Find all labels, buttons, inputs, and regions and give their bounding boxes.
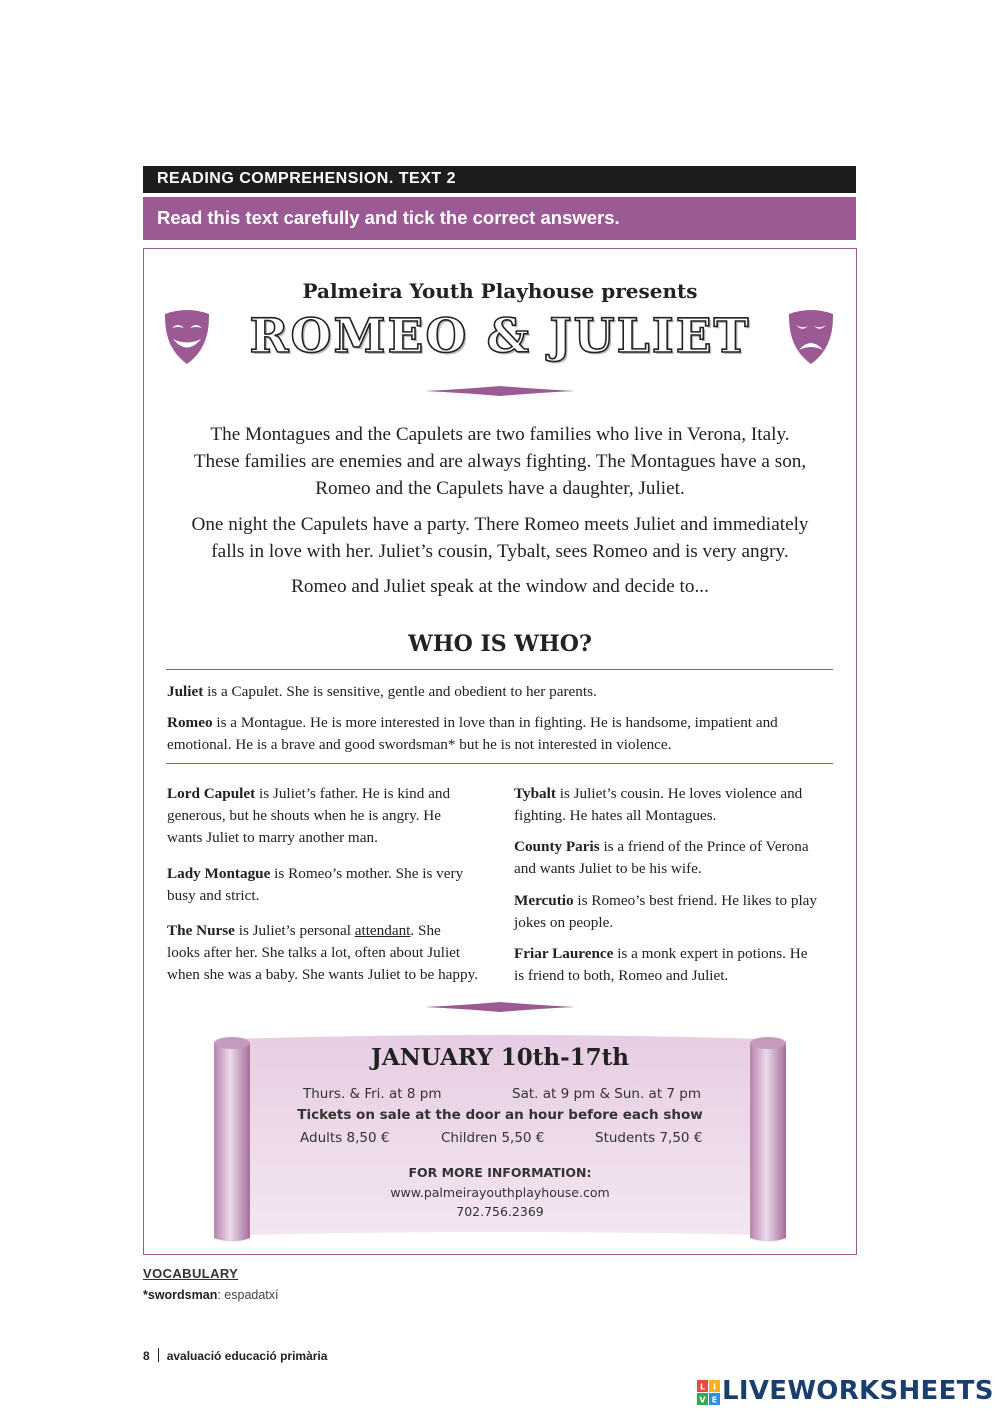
poster-presents: Palmeira Youth Playhouse presents bbox=[302, 279, 698, 303]
vocabulary-word: attendant bbox=[354, 922, 411, 939]
show-dates: JANUARY 10th-17th bbox=[370, 1044, 630, 1071]
character-lady-montague bbox=[167, 863, 487, 907]
character-the-nurse bbox=[167, 920, 487, 986]
who-is-who-heading: WHO IS WHO? bbox=[408, 631, 592, 657]
character-name: Tybalt bbox=[514, 785, 556, 802]
divider-line bbox=[166, 763, 833, 764]
character-juliet bbox=[167, 681, 835, 703]
character-desc: is friend to both, Romeo and Juliet. bbox=[514, 967, 729, 984]
weekday-times: Thurs. & Fri. at 8 pm bbox=[303, 1086, 442, 1102]
price-adults: Adults 8,50 € bbox=[300, 1130, 390, 1146]
svg-text:L: L bbox=[699, 1382, 706, 1392]
ornament-divider bbox=[425, 386, 575, 396]
website-link[interactable]: www.palmeirayouthplayhouse.com bbox=[390, 1185, 610, 1200]
intro-paragraph-1 bbox=[160, 421, 840, 502]
character-name: The Nurse bbox=[167, 922, 235, 939]
footer-text: avaluació educació primària bbox=[166, 1349, 328, 1363]
character-desc: busy and strict. bbox=[167, 887, 260, 904]
comedy-mask-icon bbox=[162, 308, 212, 366]
info-heading: FOR MORE INFORMATION: bbox=[408, 1165, 592, 1180]
ticket-sale-note: Tickets on sale at the door an hour before each show bbox=[297, 1107, 703, 1123]
character-desc: is Juliet’s personal bbox=[234, 922, 355, 939]
character-desc: fighting. He hates all Montagues. bbox=[514, 807, 717, 824]
intro-line: One night the Capulets have a party. There Romeo meets Juliet and immediately bbox=[191, 514, 809, 535]
character-desc: generous, but he shouts when he is angry. He bbox=[167, 807, 442, 824]
character-desc: is a Capulet. She is sensitive, gentle and obedient to her parents. bbox=[203, 683, 597, 700]
character-name: County Paris bbox=[514, 838, 600, 855]
character-desc: is Romeo’s mother. She is very bbox=[270, 865, 464, 882]
character-name: Mercutio bbox=[514, 892, 574, 909]
phone-number: 702.756.2369 bbox=[456, 1204, 544, 1219]
svg-text:V: V bbox=[699, 1395, 706, 1405]
character-desc: is a Montague. He is more interested in love than in fighting. He is handsome, impatient and bbox=[212, 714, 778, 731]
section-title-bar bbox=[143, 166, 856, 193]
svg-text:E: E bbox=[711, 1395, 718, 1405]
character-lord-capulet bbox=[167, 783, 487, 849]
page-footer bbox=[143, 1348, 327, 1363]
character-desc: . She bbox=[410, 922, 441, 939]
character-desc: looks after her. She talks a lot, often about Juliet bbox=[167, 944, 461, 961]
character-romeo bbox=[167, 712, 835, 756]
tragedy-mask-icon bbox=[786, 308, 836, 366]
section-title: READING COMPREHENSION. TEXT 2 bbox=[157, 170, 456, 187]
intro-line: falls in love with her. Juliet’s cousin, Tybalt, sees Romeo and is very angry. bbox=[211, 541, 789, 562]
character-name: Juliet bbox=[167, 683, 204, 700]
intro-paragraph-2 bbox=[160, 511, 840, 565]
character-desc: is Juliet’s cousin. He loves violence and bbox=[555, 785, 803, 802]
intro-paragraph-3 bbox=[160, 573, 840, 600]
character-desc: is a friend of the Prince of Verona bbox=[599, 838, 809, 855]
character-desc: is Juliet’s father. He is kind and bbox=[255, 785, 451, 802]
character-name: Friar Laurence bbox=[514, 945, 614, 962]
character-name: Lord Capulet bbox=[167, 785, 256, 802]
ornament-divider bbox=[425, 1002, 575, 1012]
character-county-paris bbox=[514, 836, 836, 880]
svg-text:I: I bbox=[713, 1382, 716, 1392]
character-mercutio bbox=[514, 890, 836, 934]
character-friar-laurence bbox=[514, 943, 836, 987]
character-name: Romeo bbox=[167, 714, 213, 731]
intro-line: These families are enemies and are always fighting. The Montagues have a son, bbox=[193, 451, 807, 472]
divider-line bbox=[166, 669, 833, 670]
footer-separator bbox=[158, 1348, 159, 1362]
intro-line: Romeo and the Capulets have a daughter, Juliet. bbox=[315, 478, 685, 499]
instruction-bar bbox=[143, 197, 856, 240]
character-desc: is a monk expert in potions. He bbox=[613, 945, 808, 962]
character-desc: jokes on people. bbox=[514, 914, 614, 931]
instruction-text: Read this text carefully and tick the correct answers. bbox=[157, 207, 620, 228]
play-title: ROMEO & JULIET bbox=[249, 309, 751, 364]
vocabulary-heading: VOCABULARY bbox=[143, 1266, 239, 1281]
intro-line: Romeo and Juliet speak at the window and decide to... bbox=[291, 576, 709, 597]
vocabulary-term: *swordsman bbox=[143, 1288, 218, 1302]
character-name: Lady Montague bbox=[167, 865, 271, 882]
character-desc: is Romeo’s best friend. He likes to play bbox=[573, 892, 817, 909]
vocabulary-definition: : espadatxí bbox=[217, 1288, 279, 1302]
character-desc: when she was a baby. She wants Juliet to be happy. bbox=[167, 966, 478, 983]
page-number: 8 bbox=[143, 1349, 150, 1363]
intro-line: The Montagues and the Capulets are two families who live in Verona, Italy. bbox=[210, 424, 790, 445]
character-tybalt bbox=[514, 783, 836, 827]
character-desc: and wants Juliet to be his wife. bbox=[514, 860, 702, 877]
weekend-times: Sat. at 9 pm & Sun. at 7 pm bbox=[512, 1086, 702, 1102]
character-desc: wants Juliet to marry another man. bbox=[167, 829, 378, 846]
liveworksheets-brand[interactable]: LIVEWORKSHEETS bbox=[722, 1376, 994, 1406]
vocabulary-entry bbox=[143, 1288, 279, 1302]
character-desc: emotional. He is a brave and good swordsman* but he is not interested in violence. bbox=[167, 736, 672, 753]
price-students: Students 7,50 € bbox=[595, 1130, 703, 1146]
liveworksheets-logo-icon bbox=[697, 1380, 721, 1406]
price-children: Children 5,50 € bbox=[441, 1130, 545, 1146]
